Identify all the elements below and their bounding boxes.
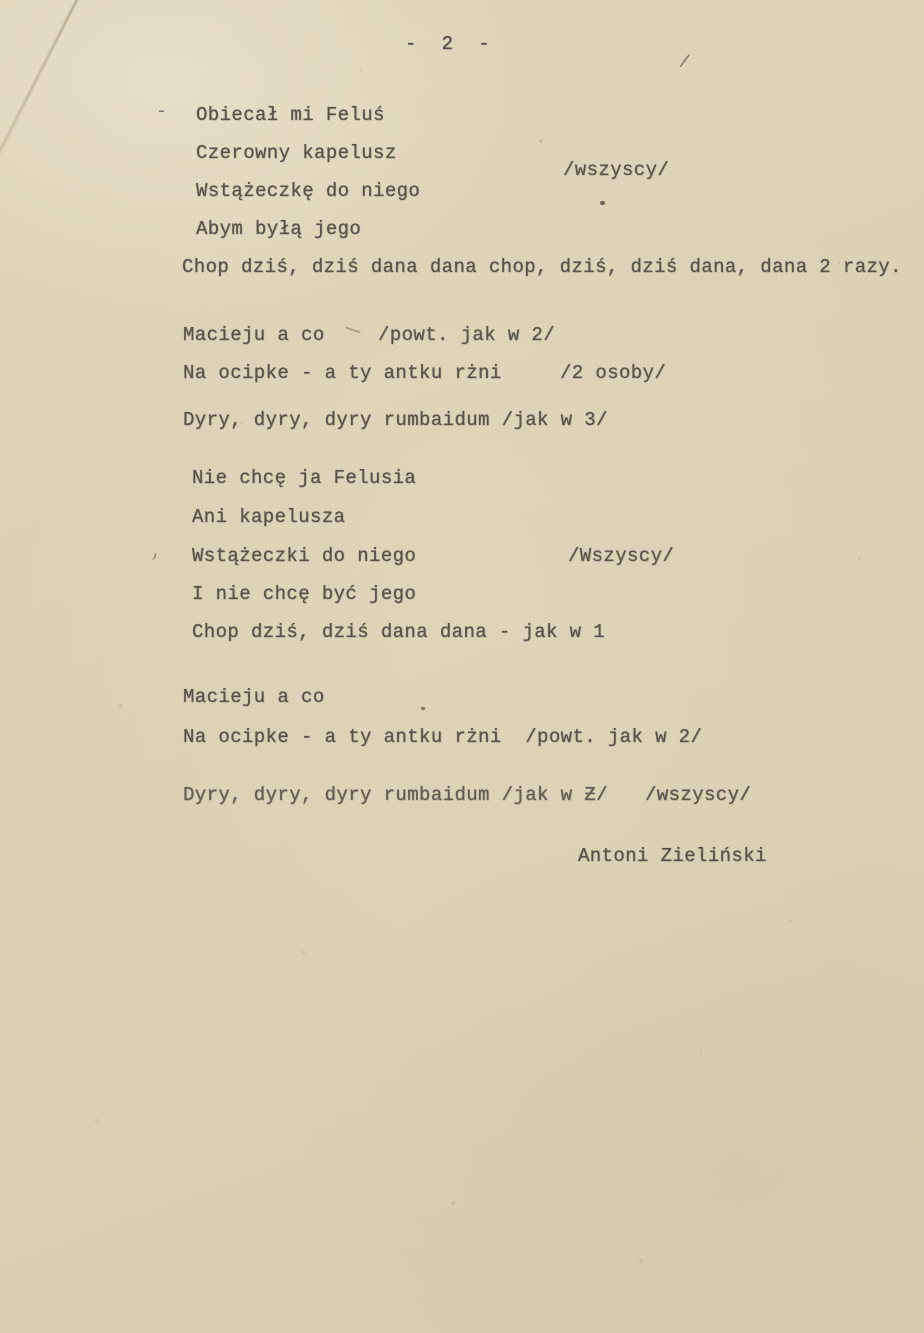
stanza4-line2: Na ocipke - a ty antku rżni /powt. jak w 2/ (183, 726, 703, 748)
paper-specks (0, 0, 2, 2)
stanza1-line4: Abym byłą jego (196, 218, 362, 240)
stanza3-refrain: Chop dziś, dziś dana dana - jak w 1 (192, 621, 606, 643)
stanza2-line1-annotation: /powt. jak w 2/ (378, 324, 556, 346)
stanza3-line1: Nie chcę ja Felusia (192, 467, 417, 489)
stanza3-performers-annotation: /Wszyscy/ (568, 545, 675, 567)
stanza3-line4: I nie chcę być jego (192, 583, 417, 605)
margin-dash-mark: - (156, 102, 167, 122)
ink-dot-mark (600, 201, 605, 205)
fold-crease (0, 0, 80, 161)
stanza3-line3: Wstążeczki do niego (192, 545, 417, 567)
closing-performers-annotation: /wszyscy/ (645, 784, 752, 806)
stanza2-line2-annotation: /2 osoby/ (560, 362, 667, 384)
stanza3-line2: Ani kapelusza (192, 506, 346, 528)
stray-tick-mark (345, 327, 361, 334)
ink-dot-mark (421, 707, 425, 710)
stanza1-line1: Obiecał mi Feluś (196, 104, 385, 126)
stray-slash-mark: / (677, 52, 692, 74)
stanza1-performers-annotation: /wszyscy/ (563, 159, 670, 181)
stanza1-line2: Czerowny kapelusz (196, 142, 397, 164)
stanza1-refrain: Chop dziś, dziś dana dana chop, dziś, dziś dana, dana 2 razy. (182, 256, 902, 278)
stanza4-line1: Macieju a co (183, 686, 325, 708)
stanza2-line2: Na ocipke - a ty antku rżni (183, 362, 502, 384)
stanza2-refrain: Dyry, dyry, dyry rumbaidum /jak w 3/ (183, 409, 608, 431)
author-signature: Antoni Zieliński (578, 845, 767, 867)
stanza2-line1: Macieju a co (183, 324, 325, 346)
closing-refrain: Dyry, dyry, dyry rumbaidum /jak w Ƶ/ (183, 784, 608, 806)
stray-comma-mark (151, 553, 156, 561)
stanza1-line3: Wstążeczkę do niego (196, 180, 421, 202)
page-number: - 2 - (405, 33, 491, 55)
